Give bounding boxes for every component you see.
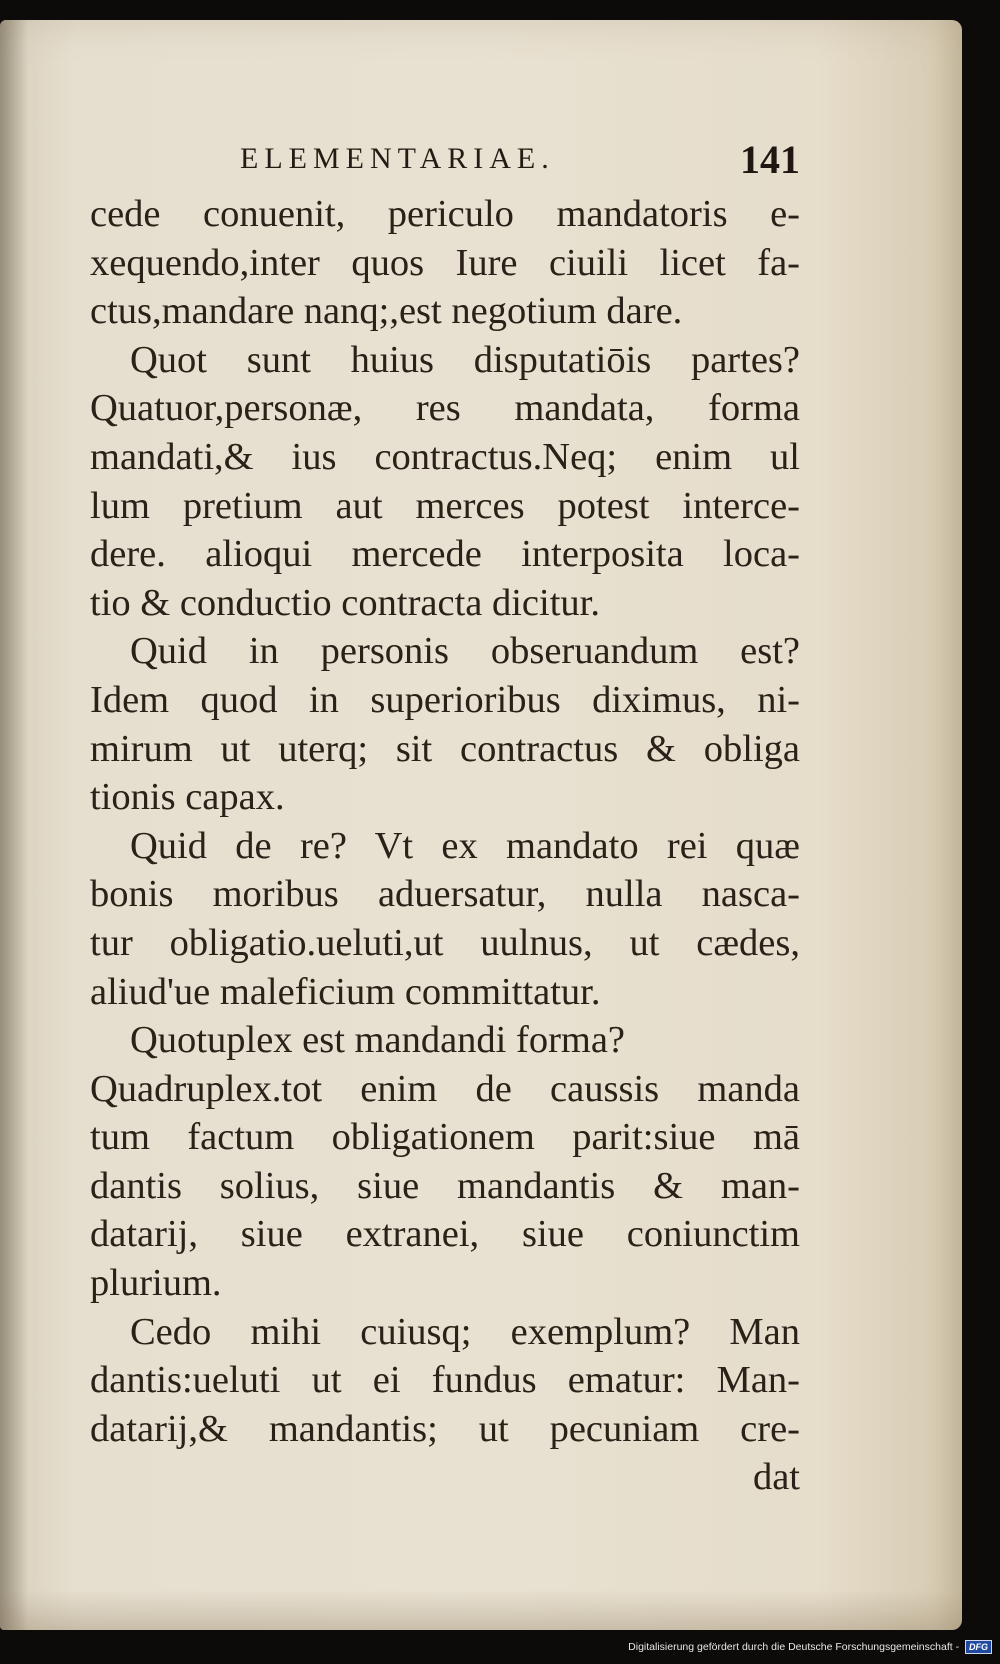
question-line: Quot sunt huius disputatiōis partes? <box>130 338 800 381</box>
text-line: bonis moribus aduersatur, nulla nasca- <box>90 873 800 916</box>
question-line: Quotuplex est mandandi forma? <box>130 1019 626 1062</box>
text-line: dantis:ueluti ut ei fundus ematur: Man- <box>90 1359 800 1402</box>
text-line: aliud'ue maleficium committatur. <box>90 970 601 1013</box>
text-line: Quadruplex.tot enim de caussis manda <box>90 1067 800 1110</box>
text-line: Quatuor,personæ, res mandata, forma <box>90 387 800 430</box>
text-line: plurium. <box>90 1262 222 1305</box>
text-line: Idem quod in superioribus diximus, ni- <box>90 678 800 721</box>
question-line: Cedo mihi cuiusq; exemplum? Man <box>130 1310 800 1353</box>
catchword: dat <box>752 1456 800 1499</box>
text-line: tum factum obligationem parit:siue mā <box>90 1116 800 1159</box>
text-line: tur obligatio.ueluti,ut uulnus, ut cædes, <box>90 921 800 964</box>
text-line: mirum ut uterq; sit contractus & obliga <box>90 727 800 770</box>
credit-text: Digitalisierung gefördert durch die Deutsche Forschungsgemeinschaft - <box>628 1640 960 1653</box>
running-title: ELEMENTARIAE. <box>240 142 555 175</box>
text-line: lum pretium aut merces potest interce- <box>90 484 800 527</box>
text-block <box>90 190 800 1502</box>
text-line: xequendo,inter quos Iure ciuili licet fa- <box>90 241 800 284</box>
book-page <box>0 20 962 1630</box>
text-line: mandati,& ius contractus.Neq; enim ul <box>90 435 800 478</box>
text-line: dere. alioqui mercede interposita loca- <box>90 533 800 576</box>
text-line: dantis solius, siue mandantis & man- <box>90 1164 800 1207</box>
text-line: ctus,mandare nanq;,est negotium dare. <box>90 290 683 333</box>
digitization-credit <box>628 1640 992 1654</box>
text-line: datarij,& mandantis; ut pecuniam cre- <box>90 1407 800 1450</box>
text-line: cede conuenit, periculo mandatoris e- <box>90 193 800 235</box>
text-line: tionis capax. <box>90 776 285 819</box>
page-number: 141 <box>740 137 800 182</box>
text-line: datarij, siue extranei, siue coniunctim <box>90 1213 800 1256</box>
question-line: Quid in personis obseruandum est? <box>130 630 800 673</box>
text-line: tio & conductio contracta dicitur. <box>90 581 600 624</box>
running-head <box>90 137 800 192</box>
dfg-logo-icon: DFG <box>965 1640 992 1654</box>
question-line: Quid de re? Vt ex mandato rei quæ <box>130 824 800 867</box>
